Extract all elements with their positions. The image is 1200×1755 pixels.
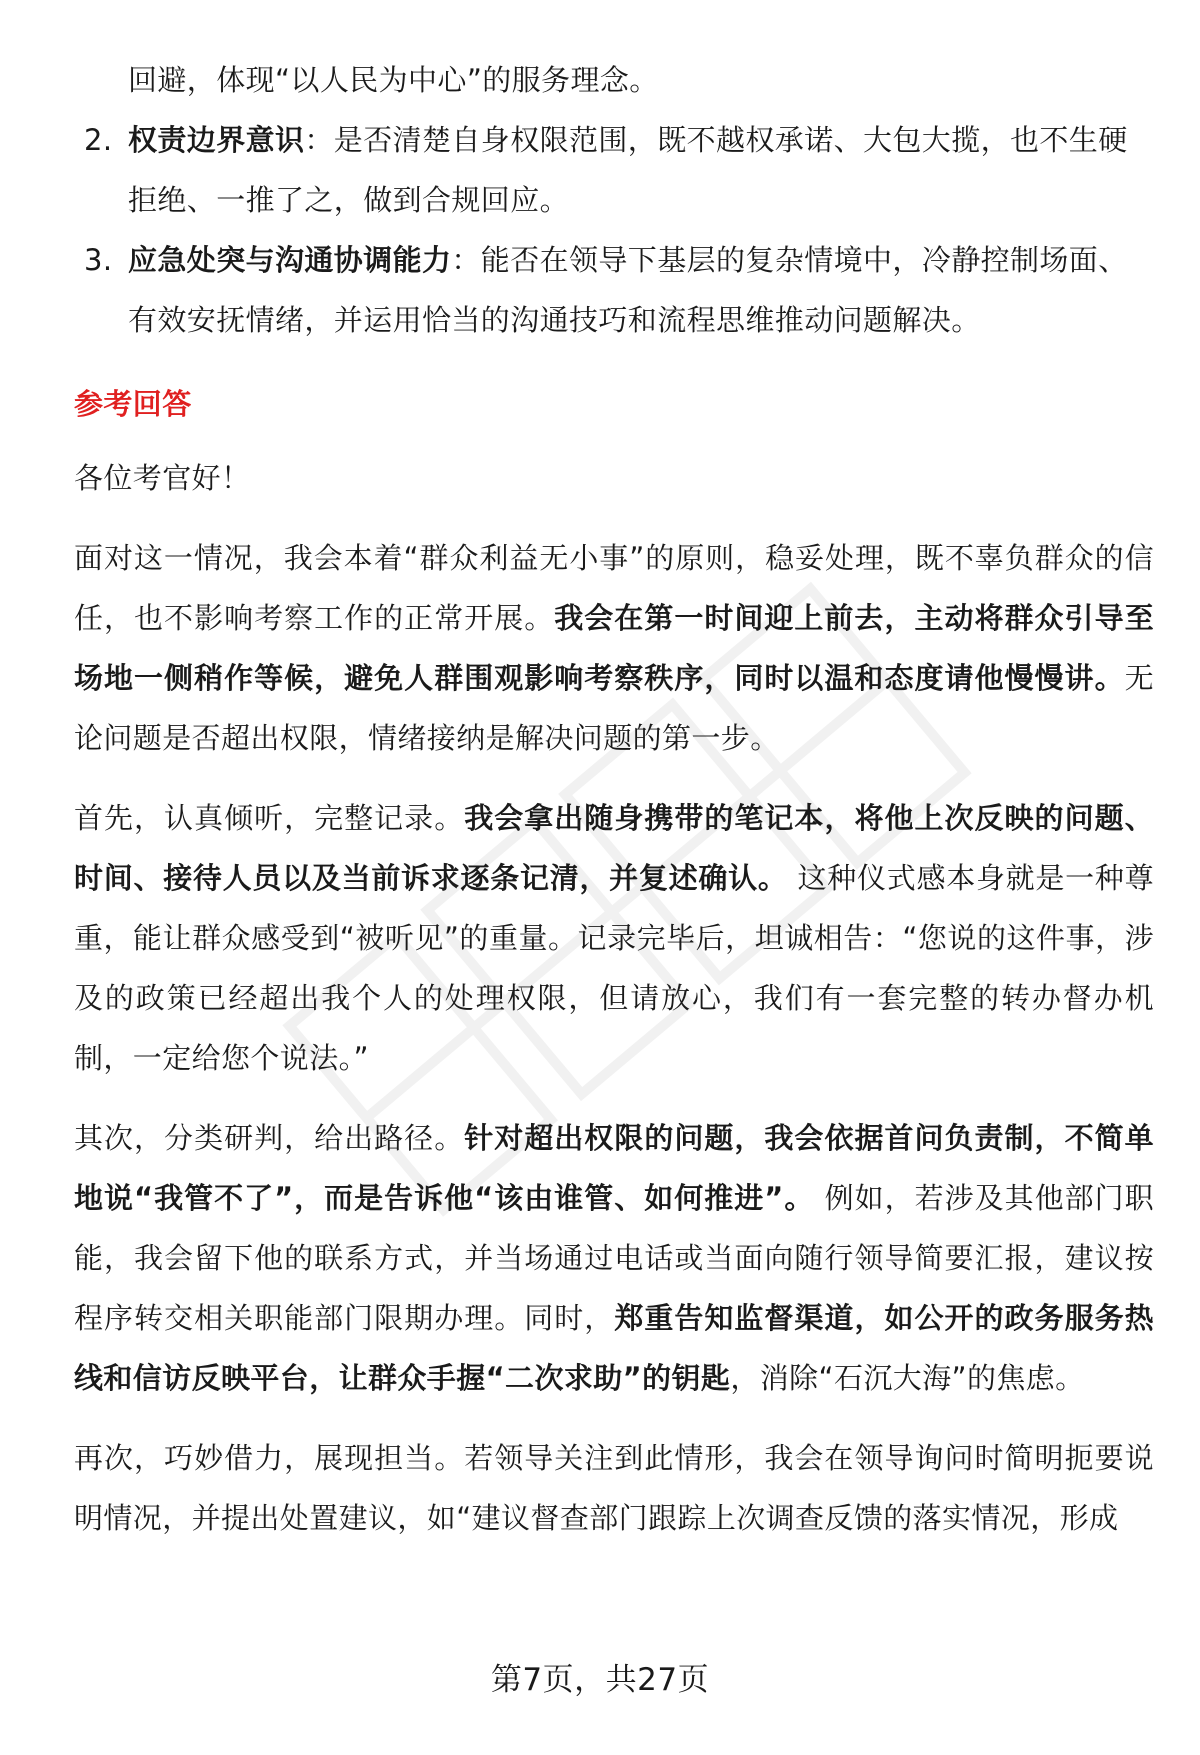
document-body — [74, 50, 1154, 1548]
paragraph-1 — [74, 528, 1154, 768]
para-text: 例如，若涉及其他部门职能，我会留下他的联系方式，并当场通过电话或当面向随行领导简要汇报，建议按程序转交相关职能部门限期办理。同时， — [74, 1181, 1155, 1335]
para-text: 其次，分类研判，给出路径。 — [74, 1121, 465, 1155]
criterion-title: 应急处突与沟通协调能力 — [128, 243, 452, 277]
para-bold: 针对超出权限的问题，我会依据首问负责制，不简单地说“我管不了”，而是告诉他“该由谁管、如何推进”。 — [74, 1121, 1155, 1215]
paragraph-3 — [74, 1108, 1154, 1408]
para-text: 首先，认真倾听，完整记录。 — [74, 801, 465, 835]
para-bold: 郑重告知监督渠道，如公开的政务服务热线和信访反映平台，让群众手握“二次求助”的钥匙 — [74, 1301, 1155, 1395]
para-text: ，消除“石沉大海”的焦虑。 — [730, 1361, 1085, 1395]
para-text: 面对这一情况，我会本着“群众利益无小事”的原则，稳妥处理，既不辜负群众的信任，也不影响考察工作的正常开展。 — [74, 541, 1154, 635]
para-text: 这种仪式感本身就是一种尊重，能让群众感受到“被听见”的重量。记录完毕后，坦诚相告：“您说的这件事，涉及的政策已经超出我个人的处理权限，但请放心，我们有一套完整的转办督办机制，一定给您个说法。” — [74, 861, 1155, 1075]
paragraph-4 — [74, 1428, 1154, 1548]
criterion-text: ：是否清楚自身权限范围，既不越权承诺、大包大揽，也不生硬拒绝、一推了之，做到合规回应。 — [128, 123, 1128, 217]
criterion-title: 权责边界意识 — [128, 123, 305, 157]
para-text: 再次，巧妙借力，展现担当。若领导关注到此情形，我会在领导询问时简明扼要说明情况，并提出处置建议，如“建议督查部门跟踪上次调查反馈的落实情况，形成 — [74, 1441, 1154, 1535]
para-bold: 我会拿出随身携带的笔记本，将他上次反映的问题、时间、接待人员以及当前诉求逐条记清，并复述确认。 — [74, 801, 1155, 895]
list-number: 3. — [84, 243, 113, 277]
criterion-item — [74, 230, 1154, 350]
greeting: 各位考官好！ — [74, 461, 251, 495]
criterion-text: ：能否在领导下基层的复杂情境中，冷静控制场面、有效安抚情绪，并运用恰当的沟通技巧和流程思维推动问题解决。 — [128, 243, 1128, 337]
criterion-item — [74, 110, 1154, 230]
list-number: 2. — [84, 123, 113, 157]
para-bold: 我会在第一时间迎上前去，主动将群众引导至场地一侧稍作等候，避免人群围观影响考察秩序，同时以温和态度请他慢慢讲。 — [74, 601, 1154, 695]
para-text: 无论问题是否超出权限，情绪接纳是解决问题的第一步。 — [74, 661, 1154, 755]
page-footer: 第7页，共27页 — [490, 1662, 710, 1698]
section-title: 参考回答 — [74, 387, 192, 421]
continuation-line: 回避，体现“以人民为中心”的服务理念。 — [128, 63, 659, 97]
paragraph-2 — [74, 788, 1154, 1088]
